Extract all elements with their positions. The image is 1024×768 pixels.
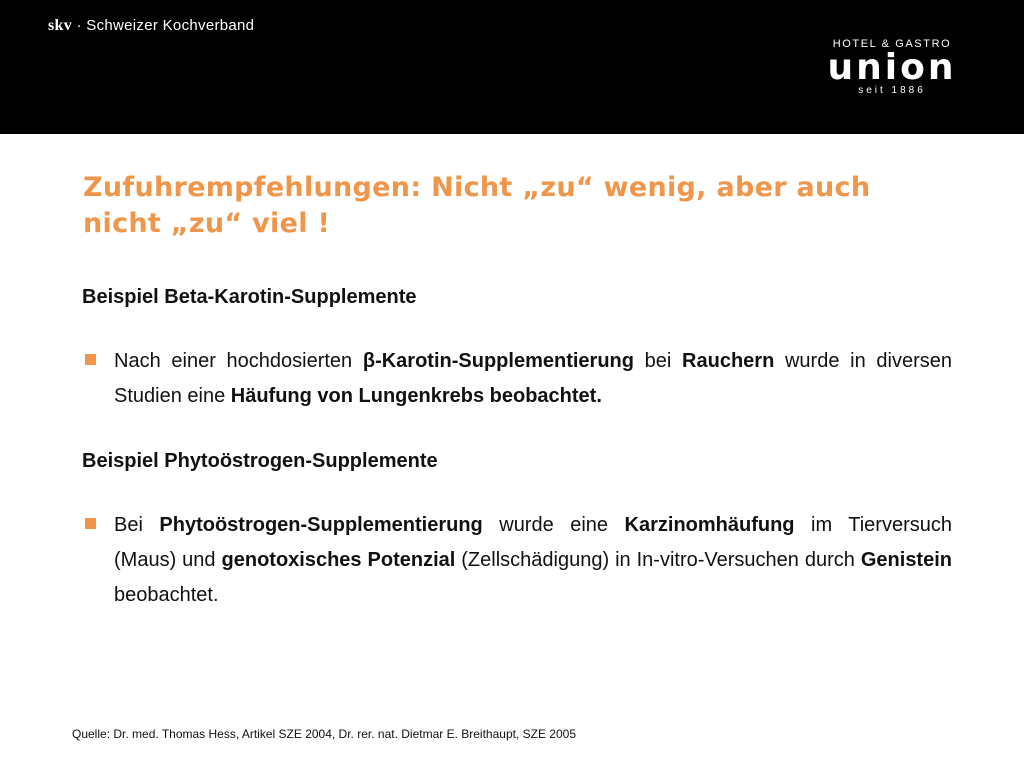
source-citation: Quelle: Dr. med. Thomas Hess, Artikel SZE 2004, Dr. rer. nat. Dietmar E. Breithaupt, SZE 2005 [72, 727, 576, 741]
body-text: (Zellschädigung) in In-vitro-Versuchen durch [455, 549, 861, 571]
body-text: Nach einer hochdosierten [114, 350, 363, 372]
union-logo-since: seit 1886 [858, 85, 926, 96]
skv-brand [48, 17, 254, 35]
org-name: Schweizer Kochverband [86, 17, 255, 34]
body-text: wurde in diversen Studien eine [114, 350, 952, 407]
bullet-square-icon [85, 518, 96, 529]
bullet-text [114, 514, 952, 606]
body-text: Bei [114, 514, 160, 536]
brand-separator: · [76, 17, 82, 34]
section-heading-phytooestrogen: Beispiel Phytoöstrogen-Supplemente [82, 450, 438, 472]
body-text: beobachtet. [114, 584, 219, 606]
union-logo [822, 38, 962, 97]
emphasis-text: Karzinomhäufung [624, 514, 795, 536]
emphasis-text: genotoxisches Potenzial [221, 549, 456, 571]
slide-title: Zufuhrempfehlungen: Nicht „zu“ wenig, aber auch nicht „zu“ viel ! [83, 172, 871, 239]
skv-logo-text: skv [48, 17, 73, 34]
bullet-phytooestrogen [82, 508, 952, 613]
slide-content [82, 282, 952, 613]
body-text: wurde eine [482, 514, 625, 536]
emphasis-text: β-Karotin-Supplementierung [362, 350, 634, 372]
bullet-beta-karotin [82, 344, 952, 414]
body-text: bei [633, 350, 683, 372]
emphasis-text: Häufung von Lungenkrebs beobachtet. [230, 385, 602, 407]
emphasis-text: Rauchern [682, 350, 775, 372]
emphasis-text: Phytoöstrogen-Supplementierung [159, 514, 483, 536]
union-logo-line1: HOTEL & GASTRO [832, 38, 952, 50]
section-heading-beta-karotin: Beispiel Beta-Karotin-Supplemente [82, 286, 417, 308]
union-logo-wordmark: union [827, 47, 957, 88]
emphasis-text: Genistein [860, 549, 952, 571]
bullet-text [114, 350, 952, 407]
body-text: im Tierversuch (Maus) und [114, 514, 952, 571]
bullet-square-icon [85, 354, 96, 365]
header-bar [0, 0, 1024, 134]
